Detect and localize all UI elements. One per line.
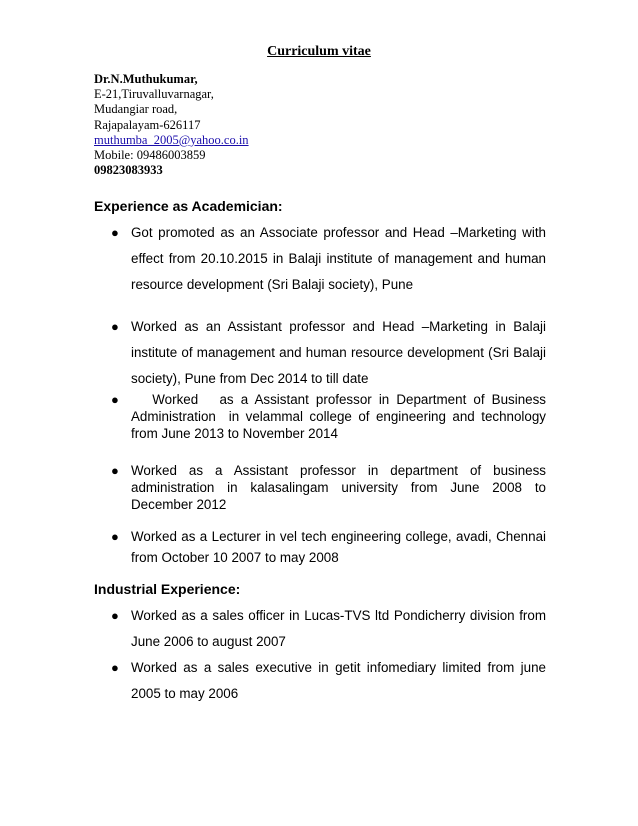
bullet-icon: ● — [111, 529, 119, 544]
academic-item — [94, 220, 546, 298]
academic-item-text: Worked as an Assistant professor and Head –Marketing in Balaji institute of management and human resource development (Sri Balaji society), Pune from Dec 2014 to till date — [131, 319, 546, 386]
industrial-item — [94, 603, 546, 655]
academic-item — [94, 314, 546, 392]
bullet-icon: ● — [111, 660, 119, 675]
academic-item — [94, 462, 546, 513]
academic-item-text: Worked as a Lecturer in vel tech engineering college, avadi, Chennai from October 10 2007 to may 2008 — [131, 529, 546, 565]
contact-phone-2: 09823083933 — [94, 163, 163, 178]
industrial-item — [94, 655, 546, 707]
academic-item-text: Worked as a Assistant professor in Department of Business Administration in velammal college of engineering and technology from June 2013 to November 2014 — [131, 392, 550, 441]
academic-item — [94, 391, 550, 442]
contact-address-line-3: Rajapalayam-626117 — [94, 117, 201, 132]
industrial-item-text: Worked as a sales officer in Lucas-TVS ltd Pondicherry division from June 2006 to august 2007 — [131, 608, 546, 649]
contact-mobile: Mobile: 09486003859 — [94, 148, 206, 163]
contact-name: Dr.N.Muthukumar, — [94, 72, 198, 86]
contact-block — [94, 72, 249, 178]
industrial-item-text: Worked as a sales executive in getit infomediary limited from june 2005 to may 2006 — [131, 660, 546, 701]
contact-address-line-2: Mudangiar road, — [94, 102, 178, 117]
bullet-icon: ● — [111, 392, 119, 407]
bullet-icon: ● — [111, 319, 119, 334]
academic-item-text: Worked as a Assistant professor in department of business administration in kalasalingam university from June 2008 to December 2012 — [131, 463, 546, 512]
contact-email-link[interactable]: muthumba_2005@yahoo.co.in — [94, 132, 249, 147]
page-title: Curriculum vitae — [267, 44, 371, 59]
bullet-icon: ● — [111, 225, 119, 240]
bullet-icon: ● — [111, 608, 119, 623]
industrial-experience-heading: Industrial Experience: — [94, 581, 241, 597]
academic-experience-heading: Experience as Academician: — [94, 198, 283, 214]
contact-address-line-1: E-21,Tiruvalluvarnagar, — [94, 87, 214, 102]
academic-item — [94, 526, 546, 568]
academic-item-text: Got promoted as an Associate professor and Head –Marketing with effect from 20.10.2015 in Balaji institute of management and human resource development (Sri Balaji society), Pune — [131, 225, 546, 292]
bullet-icon: ● — [111, 463, 119, 478]
